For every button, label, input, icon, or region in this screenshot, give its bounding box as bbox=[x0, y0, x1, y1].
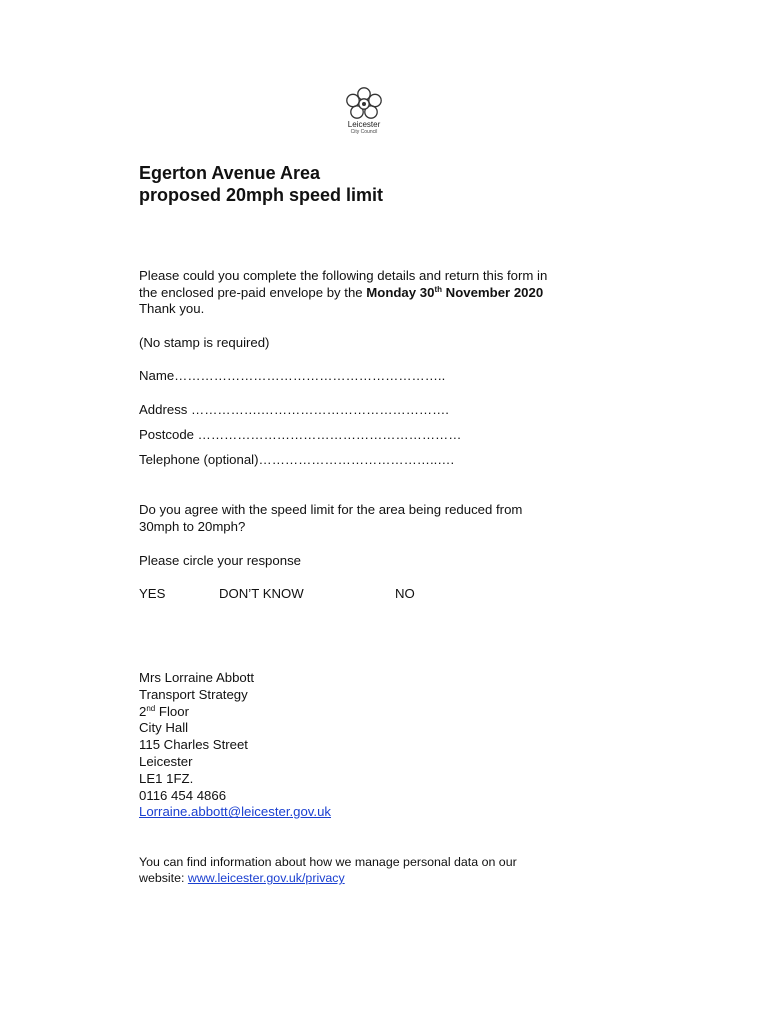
name-field[interactable]: Name…………………………………………………….. bbox=[139, 368, 446, 383]
contact-phone: 0116 454 4866 bbox=[139, 787, 227, 803]
question bbox=[139, 502, 522, 535]
response-no[interactable]: NO bbox=[395, 586, 415, 601]
logo-name: Leicester bbox=[347, 120, 381, 129]
privacy-prefix: website: bbox=[139, 871, 188, 886]
contact-city: Leicester bbox=[139, 753, 193, 769]
intro-line-3: Thank you. bbox=[139, 301, 205, 317]
response-yes[interactable]: YES bbox=[139, 586, 166, 601]
contact-email-link[interactable]: Lorraine.abbott@leicester.gov.uk bbox=[139, 804, 332, 820]
privacy-notice bbox=[139, 854, 517, 886]
contact-floor bbox=[139, 704, 331, 721]
deadline-day: Monday 30 bbox=[366, 284, 435, 300]
no-stamp-note: (No stamp is required) bbox=[139, 335, 270, 350]
question-line-1: Do you agree with the speed limit for the area being reduced from bbox=[139, 502, 523, 517]
intro-paragraph bbox=[139, 268, 547, 318]
question-line-2: 30mph to 20mph? bbox=[139, 518, 246, 534]
privacy-link[interactable]: www.leicester.gov.uk/privacy bbox=[187, 871, 345, 886]
tudor-rose-icon bbox=[344, 86, 384, 120]
council-logo bbox=[339, 86, 389, 135]
contact-building: City Hall bbox=[139, 720, 189, 736]
deadline-ordinal: th bbox=[434, 284, 442, 294]
floor-ordinal: nd bbox=[146, 703, 156, 713]
address-field[interactable]: Address …………….……………………………………. bbox=[139, 402, 449, 417]
telephone-field[interactable]: Telephone (optional)…………………………………..…. bbox=[139, 452, 455, 467]
postcode-field[interactable]: Postcode …………………………………………………… bbox=[139, 427, 462, 442]
contact-postcode: LE1 1FZ. bbox=[139, 770, 194, 786]
floor-rest: Floor bbox=[155, 703, 189, 719]
title-line-2: proposed 20mph speed limit bbox=[139, 185, 384, 205]
contact-address bbox=[139, 670, 331, 821]
intro-line-2 bbox=[139, 285, 547, 302]
page-title bbox=[139, 162, 383, 206]
privacy-line-2 bbox=[139, 870, 517, 886]
response-dont-know[interactable]: DON’T KNOW bbox=[219, 586, 304, 601]
floor-number: 2 bbox=[139, 703, 147, 719]
title-line-1: Egerton Avenue Area bbox=[139, 163, 321, 183]
intro-line-1: Please could you complete the following details and return this form in bbox=[139, 268, 548, 283]
contact-street: 115 Charles Street bbox=[139, 737, 248, 753]
logo-subtitle: City Council bbox=[350, 129, 378, 135]
contact-dept: Transport Strategy bbox=[139, 686, 248, 702]
intro-line-2-prefix: the enclosed pre-paid envelope by the bbox=[139, 284, 367, 300]
contact-name: Mrs Lorraine Abbott bbox=[139, 670, 255, 685]
deadline-rest: November 2020 bbox=[442, 284, 544, 300]
privacy-line-1: You can find information about how we manage personal data on our bbox=[139, 855, 517, 869]
circle-prompt: Please circle your response bbox=[139, 553, 301, 568]
deadline-date bbox=[366, 285, 543, 300]
